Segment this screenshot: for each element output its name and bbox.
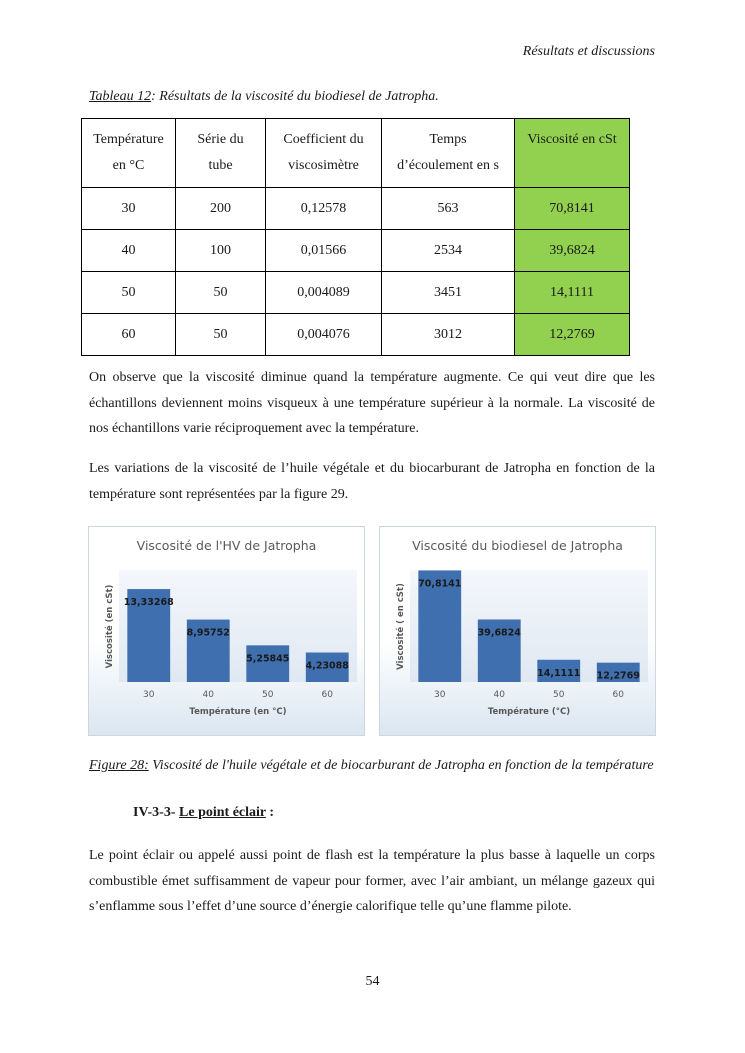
table-cell-viscosity: 39,6824 bbox=[515, 230, 630, 272]
x-axis-title: Température (en °C) bbox=[189, 707, 287, 717]
table-cell: 100 bbox=[176, 230, 266, 272]
table-row bbox=[82, 272, 630, 314]
section-suffix: : bbox=[265, 805, 275, 820]
table-header-cell-viscosity: Viscosité en cSt bbox=[515, 119, 630, 188]
table-cell: 200 bbox=[176, 188, 266, 230]
data-label: 70,8141 bbox=[418, 578, 462, 590]
data-label: 13,33268 bbox=[123, 597, 174, 609]
viscosity-table bbox=[81, 118, 630, 356]
table-cell-viscosity: 14,1111 bbox=[515, 272, 630, 314]
table-cell: 563 bbox=[382, 188, 515, 230]
x-tick-label: 60 bbox=[612, 690, 624, 700]
table-row bbox=[82, 188, 630, 230]
data-label: 12,2769 bbox=[596, 670, 640, 682]
table-header-cell: Série du tube bbox=[176, 119, 266, 188]
section-number: IV-3-3- bbox=[133, 805, 180, 820]
figure-caption-text: Viscosité de l'huile végétale et de biocarburant de Jatropha en fonction de la température bbox=[148, 758, 654, 773]
table-cell: 50 bbox=[176, 272, 266, 314]
x-tick-label: 30 bbox=[434, 690, 446, 700]
x-tick-label: 40 bbox=[493, 690, 505, 700]
table-header-cell: Température en °C bbox=[82, 119, 176, 188]
table-header-cell: Temps d’écoulement en s bbox=[382, 119, 515, 188]
x-tick-label: 40 bbox=[202, 690, 214, 700]
section-title: Le point éclair bbox=[179, 805, 266, 820]
table-cell: 0,01566 bbox=[266, 230, 382, 272]
table-header-cell: Coefficient du viscosimètre bbox=[266, 119, 382, 188]
table-cell-viscosity: 12,2769 bbox=[515, 314, 630, 356]
chart-biodiesel-svg bbox=[380, 527, 655, 735]
table-cell: 50 bbox=[82, 272, 176, 314]
page-number: 54 bbox=[365, 974, 380, 989]
table-cell: 40 bbox=[82, 230, 176, 272]
figure-caption bbox=[89, 757, 655, 774]
table-caption-label: Tableau 12 bbox=[89, 89, 152, 104]
running-header: Résultats et discussions bbox=[522, 44, 655, 59]
chart-biodiesel-viscosity bbox=[379, 526, 656, 736]
data-label: 5,25845 bbox=[246, 653, 290, 665]
chart-title: Viscosité de l'HV de Jatropha bbox=[136, 538, 317, 553]
table-cell: 3012 bbox=[382, 314, 515, 356]
table-row bbox=[82, 230, 630, 272]
y-axis-title: Viscosité (en cSt) bbox=[105, 584, 115, 669]
chart-title: Viscosité du biodiesel de Jatropha bbox=[412, 538, 623, 553]
data-label: 39,6824 bbox=[477, 627, 521, 639]
x-tick-label: 50 bbox=[553, 690, 565, 700]
chart-hv-viscosity bbox=[88, 526, 365, 736]
table-row bbox=[82, 314, 630, 356]
table-cell: 0,004089 bbox=[266, 272, 382, 314]
paragraph-flash-point: Le point éclair ou appelé aussi point de flash est la température la plus basse à laquelle un corps combustible émet suffisamment de vapeur pour former, avec l’air ambiant, un mélange gazeux qui s’enflamme sous l’effet d’une source d’énergie calorifique telle qu’une flamme pilote. bbox=[89, 848, 655, 914]
table-cell-viscosity: 70,8141 bbox=[515, 188, 630, 230]
x-axis-title: Température (°C) bbox=[487, 707, 571, 717]
table-cell: 30 bbox=[82, 188, 176, 230]
paragraph-observation: On observe que la viscosité diminue quand la température augmente. Ce qui veut dire que les échantillons deviennent moins visqueux à une température supérieur à la normale. La viscosité de nos échantillons varie réciproquement avec la température. bbox=[89, 370, 655, 436]
table-cell: 0,12578 bbox=[266, 188, 382, 230]
y-axis-title: Viscosité ( en cSt) bbox=[396, 583, 406, 670]
data-label: 14,1111 bbox=[537, 667, 581, 679]
table-cell: 2534 bbox=[382, 230, 515, 272]
table-cell: 50 bbox=[176, 314, 266, 356]
table-cell: 3451 bbox=[382, 272, 515, 314]
table-caption bbox=[89, 89, 439, 105]
data-label: 4,23088 bbox=[305, 660, 349, 672]
x-tick-label: 50 bbox=[262, 690, 274, 700]
table-header-row bbox=[82, 119, 630, 188]
table-cell: 60 bbox=[82, 314, 176, 356]
figure-caption-label: Figure 28: bbox=[89, 758, 149, 773]
chart-hv-svg bbox=[89, 527, 364, 735]
table-caption-text: : Résultats de la viscosité du biodiesel de Jatropha. bbox=[151, 89, 439, 104]
x-tick-label: 60 bbox=[321, 690, 333, 700]
table-cell: 0,004076 bbox=[266, 314, 382, 356]
x-tick-label: 30 bbox=[143, 690, 155, 700]
paragraph-variations: Les variations de la viscosité de l’huile végétale et du biocarburant de Jatropha en fonction de la température sont représentées par la figure 29. bbox=[89, 461, 655, 502]
section-heading bbox=[133, 805, 274, 821]
data-label: 8,95752 bbox=[186, 627, 230, 639]
